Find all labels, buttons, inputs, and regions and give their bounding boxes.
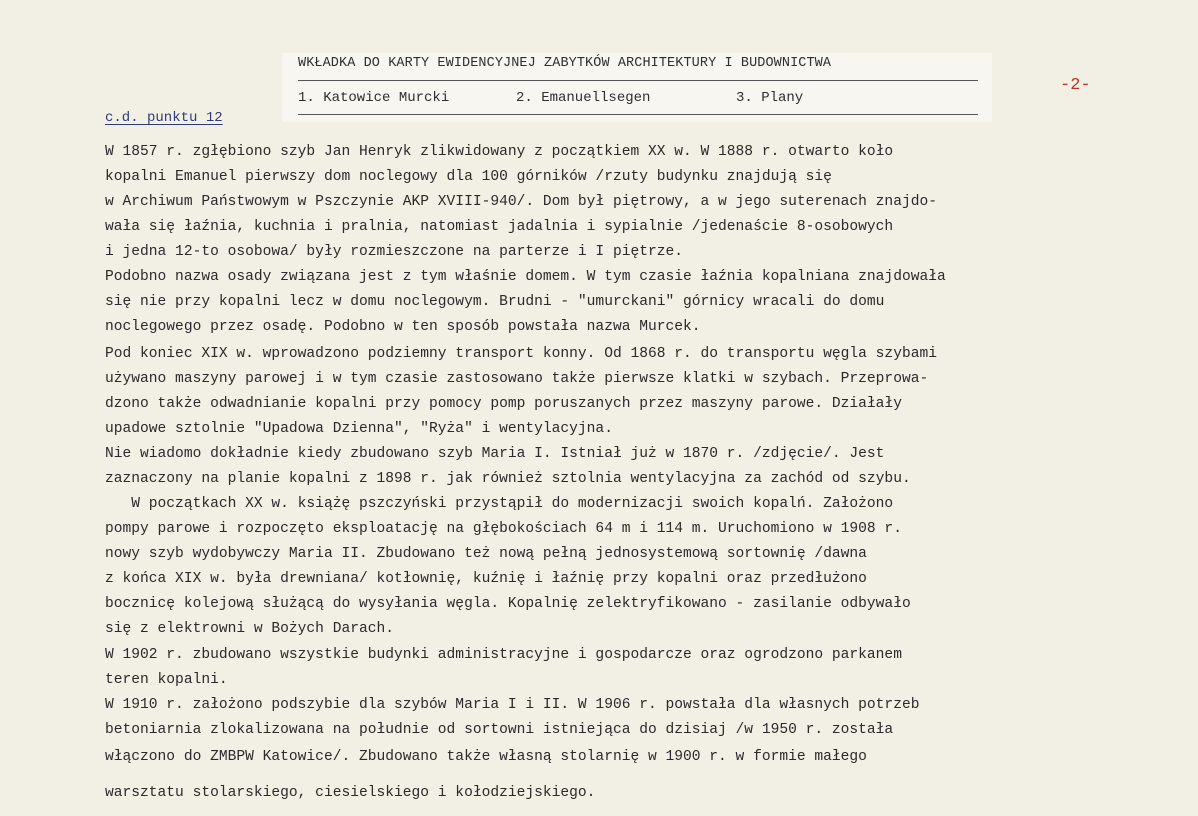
- body-line: wała się łaźnia, kuchnia i pralnia, natomiast jadalnia i sypialnie /jedenaście 8-osobowych: [105, 219, 894, 235]
- body-line: bocznicę kolejową służącą do wysyłania węgla. Kopalnię zelektryfikowano - zasilanie odbywało: [105, 596, 911, 612]
- header-item-name: 2. Emanuellsegen: [516, 90, 651, 106]
- body-line: W 1902 r. zbudowano wszystkie budynki administracyjne i gospodarcze oraz ogrodzono parkanem: [105, 647, 902, 663]
- body-line: włączono do ZMBPW Katowice/. Zbudowano także własną stolarnię w 1900 r. w formie małego: [105, 749, 867, 765]
- body-line: W 1857 r. zgłębiono szyb Jan Henryk zlikwidowany z początkiem XX w. W 1888 r. otwarto koło: [105, 144, 894, 160]
- body-line: zaznaczony na planie kopalni z 1898 r. jak również sztolnia wentylacyjna za zachód od szybu.: [105, 471, 911, 487]
- body-line: Podobno nazwa osady związana jest z tym właśnie domem. W tym czasie łaźnia kopalniana znajdowała: [105, 269, 946, 285]
- body-line: upadowe sztolnie "Upadowa Dzienna", "Ryża" i wentylacyjna.: [105, 421, 613, 437]
- body-line: się nie przy kopalni lecz w domu noclegowym. Brudni - "umurckani" górnicy wracali do domu: [105, 294, 885, 310]
- header-item-location: 1. Katowice Murcki: [298, 90, 450, 106]
- body-line: w Archiwum Państwowym w Pszczynie AKP XVIII-940/. Dom był piętrowy, a w jego suterenach znajdo-: [105, 194, 937, 210]
- body-line: kopalni Emanuel pierwszy dom noclegowy dla 100 górników /rzuty budynku znajdują się: [105, 169, 832, 185]
- body-line: W 1910 r. założono podszybie dla szybów Maria I i II. W 1906 r. powstała dla własnych potrzeb: [105, 697, 920, 713]
- header-title: WKŁADKA DO KARTY EWIDENCYJNEJ ZABYTKÓW ARCHITEKTURY I BUDOWNICTWA: [298, 56, 832, 71]
- body-line: betoniarnia zlokalizowana na południe od sortowni istniejąca do dzisiaj /w 1950 r. została: [105, 722, 894, 738]
- body-line: i jedna 12-to osobowa/ były rozmieszczone na parterze i I piętrze.: [105, 244, 684, 260]
- section-reference: c.d. punktu 12: [105, 110, 223, 126]
- body-line: Nie wiadomo dokładnie kiedy zbudowano szyb Maria I. Istniał już w 1870 r. /zdjęcie/. Jest: [105, 446, 885, 462]
- header-item-plans: 3. Plany: [736, 90, 804, 106]
- body-line: nowy szyb wydobywczy Maria II. Zbudowano też nową pełną jednosystemową sortownię /dawna: [105, 546, 867, 562]
- body-line: pompy parowe i rozpoczęto eksploatację na głębokościach 64 m i 114 m. Uruchomiono w 1908 r.: [105, 521, 902, 537]
- body-line: używano maszyny parowej i w tym czasie zastosowano także pierwsze klatki w szybach. Przeprowa-: [105, 371, 929, 387]
- page-number: -2-: [1060, 76, 1091, 95]
- body-line: z końca XIX w. była drewniana/ kotłownię, kuźnię i łaźnię przy kopalni oraz przedłużono: [105, 571, 867, 587]
- body-line: się z elektrowni w Bożych Darach.: [105, 621, 395, 637]
- body-line: dzono także odwadnianie kopalni przy pomocy pomp poruszanych przez maszyny parowe. Działały: [105, 396, 902, 412]
- body-line: warsztatu stolarskiego, ciesielskiego i kołodziejskiego.: [105, 785, 596, 801]
- body-line: W początkach XX w. książę pszczyński przystąpił do modernizacji swoich kopalń. Założono: [105, 496, 894, 512]
- body-line: teren kopalni.: [105, 672, 228, 688]
- body-line: Pod koniec XIX w. wprowadzono podziemny transport konny. Od 1868 r. do transportu węgla szybami: [105, 346, 937, 362]
- body-line: noclegowego przez osadę. Podobno w ten sposób powstała nazwa Murcek.: [105, 319, 701, 335]
